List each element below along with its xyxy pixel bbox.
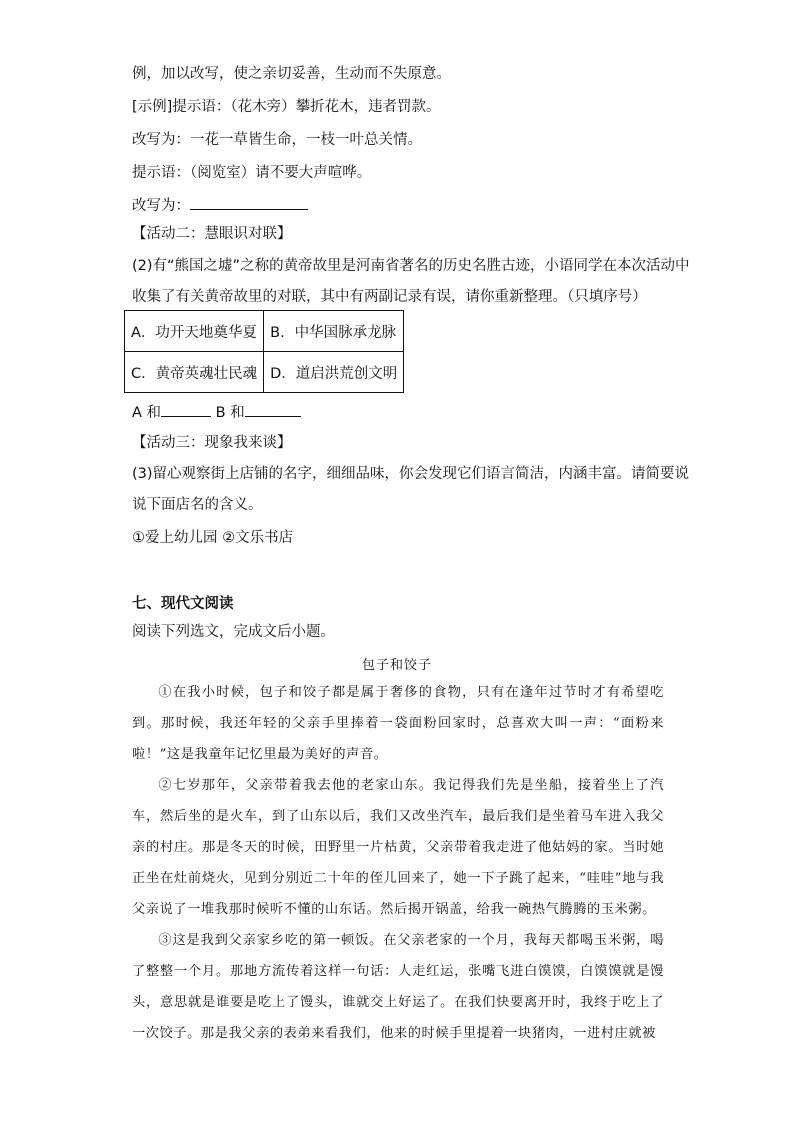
answer-b-blank[interactable] <box>245 402 301 417</box>
article-paragraph-3: ③这是我到父亲家乡吃的第一顿饭。在父亲老家的一个月，我每天都喝玉米粥，喝了整整一个月。那地方流传着这样一句话：人走红运，张嘴飞进白馍馍，白馍馍就是馒头，意思就是谁要是吃上了馒头，谁就交上好运了。在我们快要离开时，我终于吃上了一次饺子。那是我父亲的表弟来看我们，他来的时候手里提着一块猪肉，一进村庄就被 <box>132 933 664 1041</box>
answer-a-blank[interactable] <box>161 402 211 417</box>
article-paragraph-2: ②七岁那年，父亲带着我去他的老家山东。我记得我们先是坐船，接着坐上了汽车，然后坐的是火车，到了山东以后，我们又改坐汽车，最后我们是坐着马车进入我父亲的村庄。那是冬天的时候，田野里一片枯黄，父亲带着我走进了他姑妈的家。当时她正坐在灶前烧火，见到分别近二十年的侄儿回来了，她一下子跳了起来，“哇哇”地与我父亲说了一堆我那时候听不懂的山东话。然后揭开锅盖，给我一碗热气腾腾的玉米粥。 <box>132 778 664 917</box>
couplet-c: C．黄帝英魂壮民魂 <box>125 352 264 393</box>
line-example-rewrite: 改写为：一花一草皆生命，一枝一叶总关情。 <box>132 132 422 148</box>
answer-b-label: B 和 <box>215 405 245 421</box>
couplet-b: B．中华国脉承龙脉 <box>264 311 404 352</box>
couplet-d: D．道启洪荒创文明 <box>264 352 404 393</box>
line-rewrite-answer <box>132 195 308 216</box>
line-intro-rewrite: 例，加以改写，使之亲切妥善，生动而不失原意。 <box>132 66 451 82</box>
article-paragraph-1: ①在我小时候，包子和饺子都是属于奢侈的食物，只有在逢年过节时才有希望吃到。那时候，我还年轻的父亲手里捧着一袋面粉回家时，总喜欢大叫一声：“面粉来啦！”这是我童年记忆里最为美好的声音。 <box>132 685 664 762</box>
reading-instruction: 阅读下列选文，完成文后小题。 <box>132 624 335 640</box>
question-2-line-2: 收集了有关黄帝故里的对联，其中有两副记录有误，请你重新整理。（只填序号） <box>132 289 647 305</box>
question-3-shop-names: ①爱上幼儿园 ②文乐书店 <box>132 530 294 546</box>
line-prompt-reading-room: 提示语：（阅览室）请不要大声喧哗。 <box>132 165 372 181</box>
question-3-line-2: 说下面店名的含义。 <box>132 497 263 513</box>
activity-2-heading: 【活动二：慧眼识对联】 <box>132 226 292 242</box>
line-example-prompt: [示例]提示语：（花木旁）攀折花木，违者罚款。 <box>132 99 441 115</box>
rewrite-label: 改写为： <box>132 198 190 214</box>
activity-3-heading: 【活动三：现象我来谈】 <box>132 435 292 451</box>
table-row <box>125 311 404 352</box>
answer-a-label: A 和 <box>132 405 162 421</box>
couplet-table <box>124 310 404 393</box>
article-title: 包子和饺子 <box>361 658 432 673</box>
question-3-line-1: (3)留心观察街上店铺的名字，细细品味，你会发现它们语言简洁，内涵丰富。请简要说 <box>132 466 690 482</box>
couplet-answer-line <box>132 402 301 423</box>
question-2-line-1: (2)有“熊国之墟”之称的黄帝故里是河南省著名的历史名胜古迹，小语同学在本次活动中 <box>132 258 690 274</box>
table-row <box>125 352 404 393</box>
couplet-a: A．功开天地奠华夏 <box>125 311 264 352</box>
section-7-heading: 七、现代文阅读 <box>132 596 234 612</box>
rewrite-answer-blank[interactable] <box>190 195 308 210</box>
